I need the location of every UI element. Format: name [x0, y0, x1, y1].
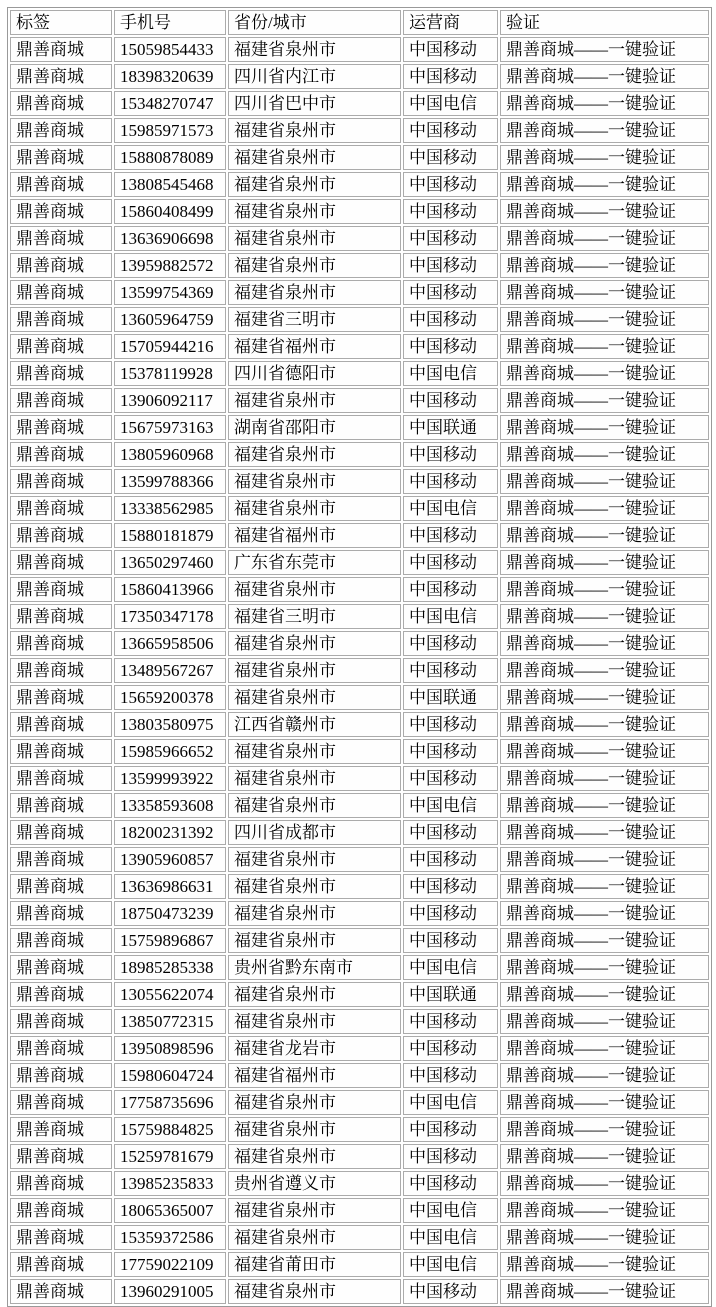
cell-phone: 13803580975	[114, 712, 226, 737]
cell-carrier: 中国移动	[403, 766, 498, 791]
cell-phone: 13489567267	[114, 658, 226, 683]
cell-verify: 鼎善商城——一键验证	[500, 658, 709, 683]
cell-label: 鼎善商城	[10, 1198, 112, 1223]
cell-label: 鼎善商城	[10, 226, 112, 251]
table-row	[10, 523, 709, 548]
cell-carrier: 中国联通	[403, 982, 498, 1007]
table-row	[10, 199, 709, 224]
cell-phone: 13636986631	[114, 874, 226, 899]
column-header-region: 省份/城市	[228, 10, 401, 35]
cell-carrier: 中国电信	[403, 91, 498, 116]
cell-verify: 鼎善商城——一键验证	[500, 388, 709, 413]
cell-phone: 13599993922	[114, 766, 226, 791]
cell-carrier: 中国电信	[403, 496, 498, 521]
cell-region: 四川省巴中市	[228, 91, 401, 116]
cell-phone: 13358593608	[114, 793, 226, 818]
cell-verify: 鼎善商城——一键验证	[500, 712, 709, 737]
table-row	[10, 253, 709, 278]
table-row	[10, 1117, 709, 1142]
cell-label: 鼎善商城	[10, 604, 112, 629]
table-row	[10, 1063, 709, 1088]
cell-region: 福建省福州市	[228, 334, 401, 359]
cell-phone: 15059854433	[114, 37, 226, 62]
cell-region: 福建省泉州市	[228, 388, 401, 413]
cell-region: 福建省泉州市	[228, 253, 401, 278]
cell-label: 鼎善商城	[10, 388, 112, 413]
cell-region: 福建省泉州市	[228, 442, 401, 467]
cell-phone: 13055622074	[114, 982, 226, 1007]
cell-carrier: 中国移动	[403, 145, 498, 170]
cell-label: 鼎善商城	[10, 1036, 112, 1061]
cell-phone: 13599788366	[114, 469, 226, 494]
cell-carrier: 中国电信	[403, 793, 498, 818]
phone-verification-table	[7, 7, 712, 1307]
cell-verify: 鼎善商城——一键验证	[500, 145, 709, 170]
cell-region: 福建省泉州市	[228, 982, 401, 1007]
cell-carrier: 中国移动	[403, 1144, 498, 1169]
cell-region: 福建省泉州市	[228, 469, 401, 494]
cell-region: 福建省泉州市	[228, 118, 401, 143]
table-row	[10, 280, 709, 305]
cell-region: 福建省泉州市	[228, 631, 401, 656]
table-row	[10, 64, 709, 89]
cell-carrier: 中国移动	[403, 442, 498, 467]
table-row	[10, 1144, 709, 1169]
cell-carrier: 中国联通	[403, 685, 498, 710]
table-row	[10, 577, 709, 602]
cell-verify: 鼎善商城——一键验证	[500, 847, 709, 872]
cell-verify: 鼎善商城——一键验证	[500, 523, 709, 548]
cell-verify: 鼎善商城——一键验证	[500, 442, 709, 467]
table-row	[10, 226, 709, 251]
table-row	[10, 361, 709, 386]
cell-verify: 鼎善商城——一键验证	[500, 1252, 709, 1277]
cell-label: 鼎善商城	[10, 1144, 112, 1169]
cell-carrier: 中国移动	[403, 199, 498, 224]
cell-label: 鼎善商城	[10, 874, 112, 899]
cell-label: 鼎善商城	[10, 1225, 112, 1250]
cell-verify: 鼎善商城——一键验证	[500, 901, 709, 926]
table-row	[10, 37, 709, 62]
cell-label: 鼎善商城	[10, 658, 112, 683]
cell-verify: 鼎善商城——一键验证	[500, 1063, 709, 1088]
cell-carrier: 中国移动	[403, 550, 498, 575]
table-row	[10, 1009, 709, 1034]
table-row	[10, 91, 709, 116]
cell-phone: 13650297460	[114, 550, 226, 575]
cell-verify: 鼎善商城——一键验证	[500, 280, 709, 305]
cell-phone: 13950898596	[114, 1036, 226, 1061]
table-row	[10, 388, 709, 413]
cell-carrier: 中国移动	[403, 901, 498, 926]
cell-label: 鼎善商城	[10, 1117, 112, 1142]
cell-verify: 鼎善商城——一键验证	[500, 1117, 709, 1142]
cell-phone: 15985971573	[114, 118, 226, 143]
table-row	[10, 955, 709, 980]
cell-label: 鼎善商城	[10, 334, 112, 359]
table-row	[10, 550, 709, 575]
cell-phone: 17758735696	[114, 1090, 226, 1115]
cell-region: 贵州省遵义市	[228, 1171, 401, 1196]
cell-phone: 13808545468	[114, 172, 226, 197]
cell-verify: 鼎善商城——一键验证	[500, 1279, 709, 1304]
cell-label: 鼎善商城	[10, 955, 112, 980]
cell-carrier: 中国移动	[403, 226, 498, 251]
cell-region: 福建省福州市	[228, 1063, 401, 1088]
cell-region: 福建省泉州市	[228, 658, 401, 683]
cell-phone: 18985285338	[114, 955, 226, 980]
cell-region: 福建省泉州市	[228, 1090, 401, 1115]
cell-carrier: 中国电信	[403, 604, 498, 629]
table-row	[10, 307, 709, 332]
cell-carrier: 中国移动	[403, 469, 498, 494]
cell-verify: 鼎善商城——一键验证	[500, 766, 709, 791]
table-row	[10, 685, 709, 710]
column-header-phone: 手机号	[114, 10, 226, 35]
cell-region: 福建省泉州市	[228, 172, 401, 197]
cell-region: 江西省赣州市	[228, 712, 401, 737]
cell-verify: 鼎善商城——一键验证	[500, 199, 709, 224]
table-row	[10, 1171, 709, 1196]
cell-verify: 鼎善商城——一键验证	[500, 415, 709, 440]
header-row	[10, 10, 709, 35]
cell-phone: 13960291005	[114, 1279, 226, 1304]
cell-carrier: 中国移动	[403, 172, 498, 197]
table-row	[10, 415, 709, 440]
cell-label: 鼎善商城	[10, 415, 112, 440]
cell-phone: 13985235833	[114, 1171, 226, 1196]
cell-carrier: 中国电信	[403, 1198, 498, 1223]
cell-region: 福建省泉州市	[228, 280, 401, 305]
cell-label: 鼎善商城	[10, 928, 112, 953]
cell-carrier: 中国移动	[403, 523, 498, 548]
cell-verify: 鼎善商城——一键验证	[500, 577, 709, 602]
column-header-label: 标签	[10, 10, 112, 35]
cell-carrier: 中国电信	[403, 1225, 498, 1250]
cell-region: 福建省泉州市	[228, 766, 401, 791]
cell-phone: 15880878089	[114, 145, 226, 170]
cell-carrier: 中国移动	[403, 334, 498, 359]
cell-region: 福建省泉州市	[228, 1198, 401, 1223]
cell-carrier: 中国电信	[403, 955, 498, 980]
cell-carrier: 中国移动	[403, 1063, 498, 1088]
cell-carrier: 中国移动	[403, 577, 498, 602]
cell-label: 鼎善商城	[10, 496, 112, 521]
table-row	[10, 334, 709, 359]
column-header-carrier: 运营商	[403, 10, 498, 35]
cell-verify: 鼎善商城——一键验证	[500, 793, 709, 818]
cell-region: 福建省泉州市	[228, 1144, 401, 1169]
cell-region: 福建省三明市	[228, 604, 401, 629]
cell-phone: 15860413966	[114, 577, 226, 602]
table-row	[10, 469, 709, 494]
cell-phone: 13906092117	[114, 388, 226, 413]
cell-carrier: 中国移动	[403, 280, 498, 305]
cell-region: 福建省泉州市	[228, 928, 401, 953]
table-row	[10, 766, 709, 791]
cell-verify: 鼎善商城——一键验证	[500, 469, 709, 494]
cell-region: 福建省泉州市	[228, 1225, 401, 1250]
cell-region: 福建省泉州市	[228, 496, 401, 521]
cell-verify: 鼎善商城——一键验证	[500, 550, 709, 575]
cell-label: 鼎善商城	[10, 523, 112, 548]
cell-phone: 18065365007	[114, 1198, 226, 1223]
cell-region: 福建省泉州市	[228, 145, 401, 170]
cell-region: 福建省泉州市	[228, 1279, 401, 1304]
table-row	[10, 901, 709, 926]
cell-label: 鼎善商城	[10, 793, 112, 818]
cell-label: 鼎善商城	[10, 550, 112, 575]
cell-verify: 鼎善商城——一键验证	[500, 631, 709, 656]
cell-verify: 鼎善商城——一键验证	[500, 334, 709, 359]
cell-label: 鼎善商城	[10, 253, 112, 278]
cell-region: 福建省泉州市	[228, 847, 401, 872]
cell-label: 鼎善商城	[10, 469, 112, 494]
cell-phone: 17350347178	[114, 604, 226, 629]
table-row	[10, 1090, 709, 1115]
cell-region: 福建省泉州市	[228, 199, 401, 224]
cell-region: 四川省成都市	[228, 820, 401, 845]
cell-phone: 15259781679	[114, 1144, 226, 1169]
cell-phone: 13665958506	[114, 631, 226, 656]
cell-verify: 鼎善商城——一键验证	[500, 361, 709, 386]
table-row	[10, 982, 709, 1007]
table-row	[10, 172, 709, 197]
cell-label: 鼎善商城	[10, 280, 112, 305]
cell-region: 贵州省黔东南市	[228, 955, 401, 980]
cell-phone: 18398320639	[114, 64, 226, 89]
cell-carrier: 中国移动	[403, 388, 498, 413]
cell-carrier: 中国移动	[403, 1117, 498, 1142]
cell-label: 鼎善商城	[10, 901, 112, 926]
cell-verify: 鼎善商城——一键验证	[500, 685, 709, 710]
cell-carrier: 中国移动	[403, 712, 498, 737]
cell-region: 湖南省邵阳市	[228, 415, 401, 440]
cell-region: 福建省三明市	[228, 307, 401, 332]
cell-label: 鼎善商城	[10, 1090, 112, 1115]
cell-label: 鼎善商城	[10, 1009, 112, 1034]
table-row	[10, 928, 709, 953]
cell-phone: 17759022109	[114, 1252, 226, 1277]
cell-carrier: 中国移动	[403, 1036, 498, 1061]
cell-label: 鼎善商城	[10, 1279, 112, 1304]
cell-verify: 鼎善商城——一键验证	[500, 1171, 709, 1196]
cell-region: 四川省德阳市	[228, 361, 401, 386]
cell-label: 鼎善商城	[10, 820, 112, 845]
cell-verify: 鼎善商城——一键验证	[500, 118, 709, 143]
table-row	[10, 874, 709, 899]
cell-carrier: 中国移动	[403, 253, 498, 278]
table-row	[10, 739, 709, 764]
cell-label: 鼎善商城	[10, 712, 112, 737]
table-row	[10, 793, 709, 818]
cell-label: 鼎善商城	[10, 64, 112, 89]
cell-verify: 鼎善商城——一键验证	[500, 874, 709, 899]
cell-phone: 13905960857	[114, 847, 226, 872]
cell-phone: 13636906698	[114, 226, 226, 251]
cell-carrier: 中国移动	[403, 64, 498, 89]
cell-phone: 15980604724	[114, 1063, 226, 1088]
cell-carrier: 中国移动	[403, 820, 498, 845]
cell-phone: 15759884825	[114, 1117, 226, 1142]
cell-phone: 15348270747	[114, 91, 226, 116]
cell-verify: 鼎善商城——一键验证	[500, 1036, 709, 1061]
table-row	[10, 118, 709, 143]
cell-phone: 13959882572	[114, 253, 226, 278]
cell-region: 福建省泉州市	[228, 685, 401, 710]
cell-region: 福建省泉州市	[228, 226, 401, 251]
cell-region: 福建省泉州市	[228, 739, 401, 764]
cell-carrier: 中国电信	[403, 1090, 498, 1115]
cell-label: 鼎善商城	[10, 1171, 112, 1196]
cell-verify: 鼎善商城——一键验证	[500, 604, 709, 629]
cell-verify: 鼎善商城——一键验证	[500, 1090, 709, 1115]
cell-region: 福建省泉州市	[228, 1009, 401, 1034]
cell-region: 福建省福州市	[228, 523, 401, 548]
cell-carrier: 中国移动	[403, 118, 498, 143]
cell-carrier: 中国电信	[403, 361, 498, 386]
cell-verify: 鼎善商城——一键验证	[500, 64, 709, 89]
cell-label: 鼎善商城	[10, 172, 112, 197]
table-row	[10, 658, 709, 683]
table-row	[10, 820, 709, 845]
cell-verify: 鼎善商城——一键验证	[500, 253, 709, 278]
cell-region: 广东省东莞市	[228, 550, 401, 575]
cell-carrier: 中国移动	[403, 37, 498, 62]
cell-label: 鼎善商城	[10, 361, 112, 386]
cell-phone: 15675973163	[114, 415, 226, 440]
cell-carrier: 中国移动	[403, 1009, 498, 1034]
cell-label: 鼎善商城	[10, 307, 112, 332]
cell-verify: 鼎善商城——一键验证	[500, 982, 709, 1007]
table-row	[10, 442, 709, 467]
cell-verify: 鼎善商城——一键验证	[500, 1225, 709, 1250]
cell-region: 福建省莆田市	[228, 1252, 401, 1277]
cell-phone: 18200231392	[114, 820, 226, 845]
cell-verify: 鼎善商城——一键验证	[500, 1198, 709, 1223]
cell-carrier: 中国移动	[403, 739, 498, 764]
cell-phone: 15659200378	[114, 685, 226, 710]
cell-region: 福建省泉州市	[228, 793, 401, 818]
cell-label: 鼎善商城	[10, 118, 112, 143]
column-header-verify: 验证	[500, 10, 709, 35]
cell-phone: 15759896867	[114, 928, 226, 953]
table-row	[10, 496, 709, 521]
cell-verify: 鼎善商城——一键验证	[500, 739, 709, 764]
cell-label: 鼎善商城	[10, 766, 112, 791]
cell-label: 鼎善商城	[10, 199, 112, 224]
table-row	[10, 712, 709, 737]
cell-region: 四川省内江市	[228, 64, 401, 89]
cell-phone: 15359372586	[114, 1225, 226, 1250]
cell-verify: 鼎善商城——一键验证	[500, 496, 709, 521]
cell-carrier: 中国移动	[403, 847, 498, 872]
cell-carrier: 中国移动	[403, 631, 498, 656]
cell-phone: 13805960968	[114, 442, 226, 467]
cell-label: 鼎善商城	[10, 145, 112, 170]
table-row	[10, 1279, 709, 1304]
table-row	[10, 631, 709, 656]
cell-label: 鼎善商城	[10, 1063, 112, 1088]
cell-verify: 鼎善商城——一键验证	[500, 226, 709, 251]
cell-label: 鼎善商城	[10, 631, 112, 656]
cell-carrier: 中国移动	[403, 307, 498, 332]
cell-carrier: 中国电信	[403, 1252, 498, 1277]
cell-carrier: 中国移动	[403, 1171, 498, 1196]
cell-phone: 13850772315	[114, 1009, 226, 1034]
cell-phone: 15378119928	[114, 361, 226, 386]
table-row	[10, 1225, 709, 1250]
cell-verify: 鼎善商城——一键验证	[500, 820, 709, 845]
cell-verify: 鼎善商城——一键验证	[500, 955, 709, 980]
cell-carrier: 中国移动	[403, 658, 498, 683]
cell-phone: 13605964759	[114, 307, 226, 332]
cell-region: 福建省泉州市	[228, 577, 401, 602]
table-row	[10, 1036, 709, 1061]
cell-phone: 13599754369	[114, 280, 226, 305]
cell-label: 鼎善商城	[10, 577, 112, 602]
table-row	[10, 145, 709, 170]
cell-label: 鼎善商城	[10, 847, 112, 872]
cell-label: 鼎善商城	[10, 739, 112, 764]
cell-region: 福建省龙岩市	[228, 1036, 401, 1061]
cell-carrier: 中国移动	[403, 874, 498, 899]
cell-verify: 鼎善商城——一键验证	[500, 1009, 709, 1034]
cell-phone: 13338562985	[114, 496, 226, 521]
cell-region: 福建省泉州市	[228, 1117, 401, 1142]
cell-region: 福建省泉州市	[228, 37, 401, 62]
cell-label: 鼎善商城	[10, 37, 112, 62]
cell-label: 鼎善商城	[10, 442, 112, 467]
cell-verify: 鼎善商城——一键验证	[500, 37, 709, 62]
cell-verify: 鼎善商城——一键验证	[500, 928, 709, 953]
cell-carrier: 中国移动	[403, 1279, 498, 1304]
cell-carrier: 中国移动	[403, 928, 498, 953]
cell-verify: 鼎善商城——一键验证	[500, 91, 709, 116]
cell-phone: 18750473239	[114, 901, 226, 926]
cell-verify: 鼎善商城——一键验证	[500, 172, 709, 197]
cell-phone: 15860408499	[114, 199, 226, 224]
cell-phone: 15985966652	[114, 739, 226, 764]
cell-phone: 15880181879	[114, 523, 226, 548]
cell-verify: 鼎善商城——一键验证	[500, 307, 709, 332]
cell-region: 福建省泉州市	[228, 901, 401, 926]
cell-carrier: 中国联通	[403, 415, 498, 440]
cell-label: 鼎善商城	[10, 685, 112, 710]
cell-label: 鼎善商城	[10, 982, 112, 1007]
table-row	[10, 604, 709, 629]
table-row	[10, 847, 709, 872]
cell-label: 鼎善商城	[10, 91, 112, 116]
cell-label: 鼎善商城	[10, 1252, 112, 1277]
table-row	[10, 1252, 709, 1277]
cell-phone: 15705944216	[114, 334, 226, 359]
table-body	[10, 37, 709, 1304]
cell-region: 福建省泉州市	[228, 874, 401, 899]
cell-verify: 鼎善商城——一键验证	[500, 1144, 709, 1169]
table-row	[10, 1198, 709, 1223]
